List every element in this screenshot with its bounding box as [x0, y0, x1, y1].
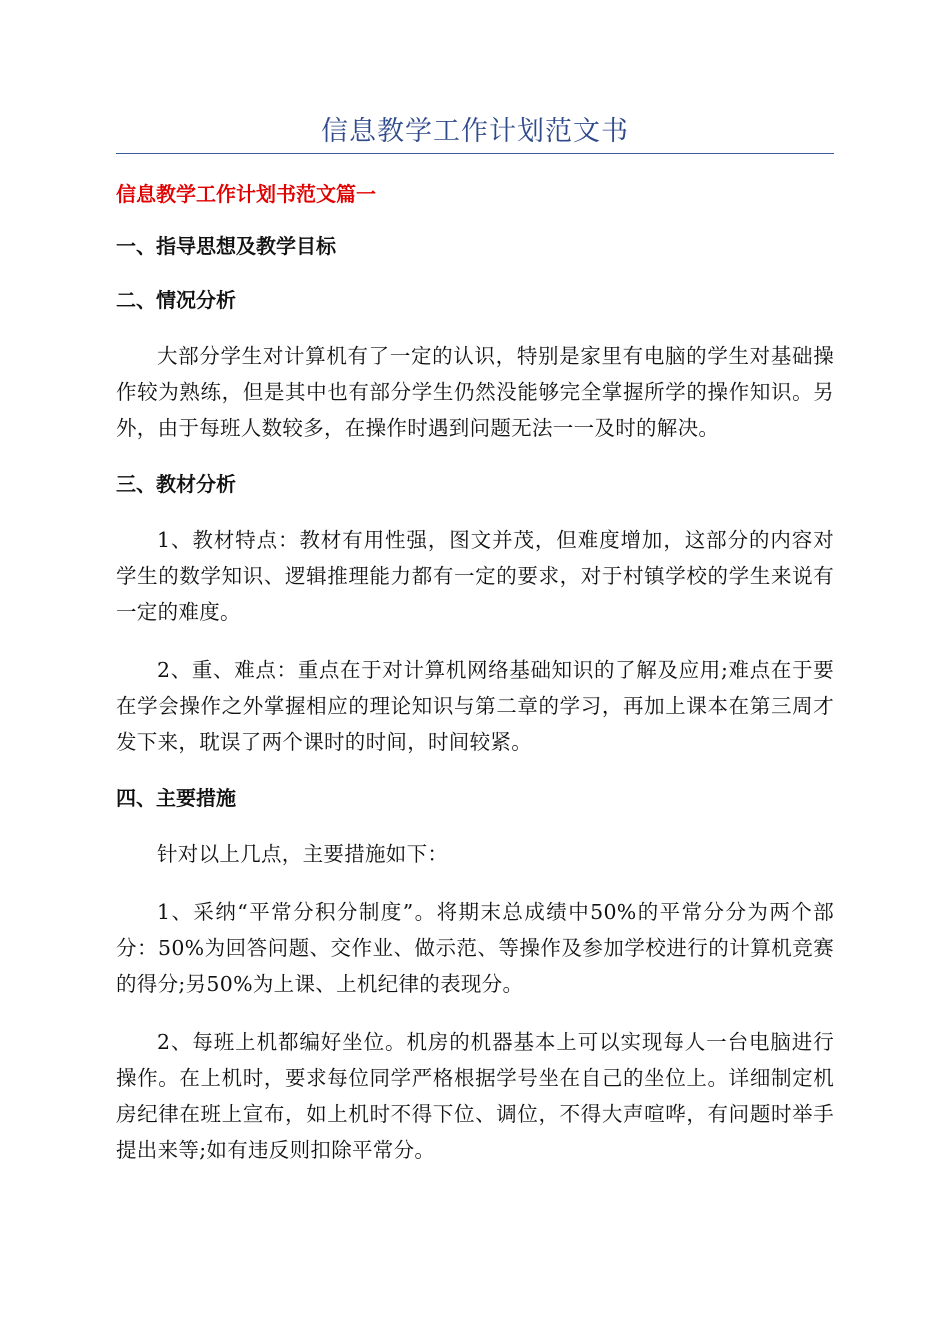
heading-textbook-analysis: 三、教材分析 — [116, 472, 236, 496]
section-subtitle: 信息教学工作计划书范文篇一 — [116, 182, 376, 206]
heading-main-measures: 四、主要措施 — [116, 786, 236, 810]
paragraph-measures-intro: 针对以上几点，主要措施如下： — [157, 842, 449, 866]
document-title: 信息教学工作计划范文书 — [321, 116, 629, 147]
heading-guiding-ideology: 一、指导思想及教学目标 — [116, 234, 336, 258]
paragraph-situation: 大部分学生对计算机有了一定的认识，特别是家里有电脑的学生对基础操作较为熟练，但是其中也有部分学生仍然没能够完全掌握所学的操作知识。另外，由于每班人数较多，在操作时遇到问题无法一一及时的解决。 — [116, 344, 834, 440]
title-divider — [116, 153, 834, 154]
paragraph-measure-1: 1、采纳“平常分积分制度”。将期末总成绩中50%的平常分分为两个部分：50%为回答问题、交作业、做示范、等操作及参加学校进行的计算机竞赛的得分;另50%为上课、上机纪律的表现分。 — [116, 900, 834, 996]
paragraph-key-points: 2、重、难点：重点在于对计算机网络基础知识的了解及应用;难点在于要在学会操作之外掌握相应的理论知识与第二章的学习，再加上课本在第三周才发下来，耽误了两个课时的时间，时间较紧。 — [116, 658, 834, 754]
paragraph-textbook-features: 1、教材特点：教材有用性强，图文并茂，但难度增加，这部分的内容对学生的数学知识、逻辑推理能力都有一定的要求，对于村镇学校的学生来说有一定的难度。 — [116, 528, 834, 624]
document-body — [116, 178, 834, 1190]
paragraph-measure-2: 2、每班上机都编好坐位。机房的机器基本上可以实现每人一台电脑进行操作。在上机时，要求每位同学严格根据学号坐在自己的坐位上。详细制定机房纪律在班上宣布，如上机时不得下位、调位，不得大声喧哗，有问题时举手提出来等;如有违反则扣除平常分。 — [116, 1030, 834, 1162]
heading-situation-analysis: 二、情况分析 — [116, 288, 236, 312]
